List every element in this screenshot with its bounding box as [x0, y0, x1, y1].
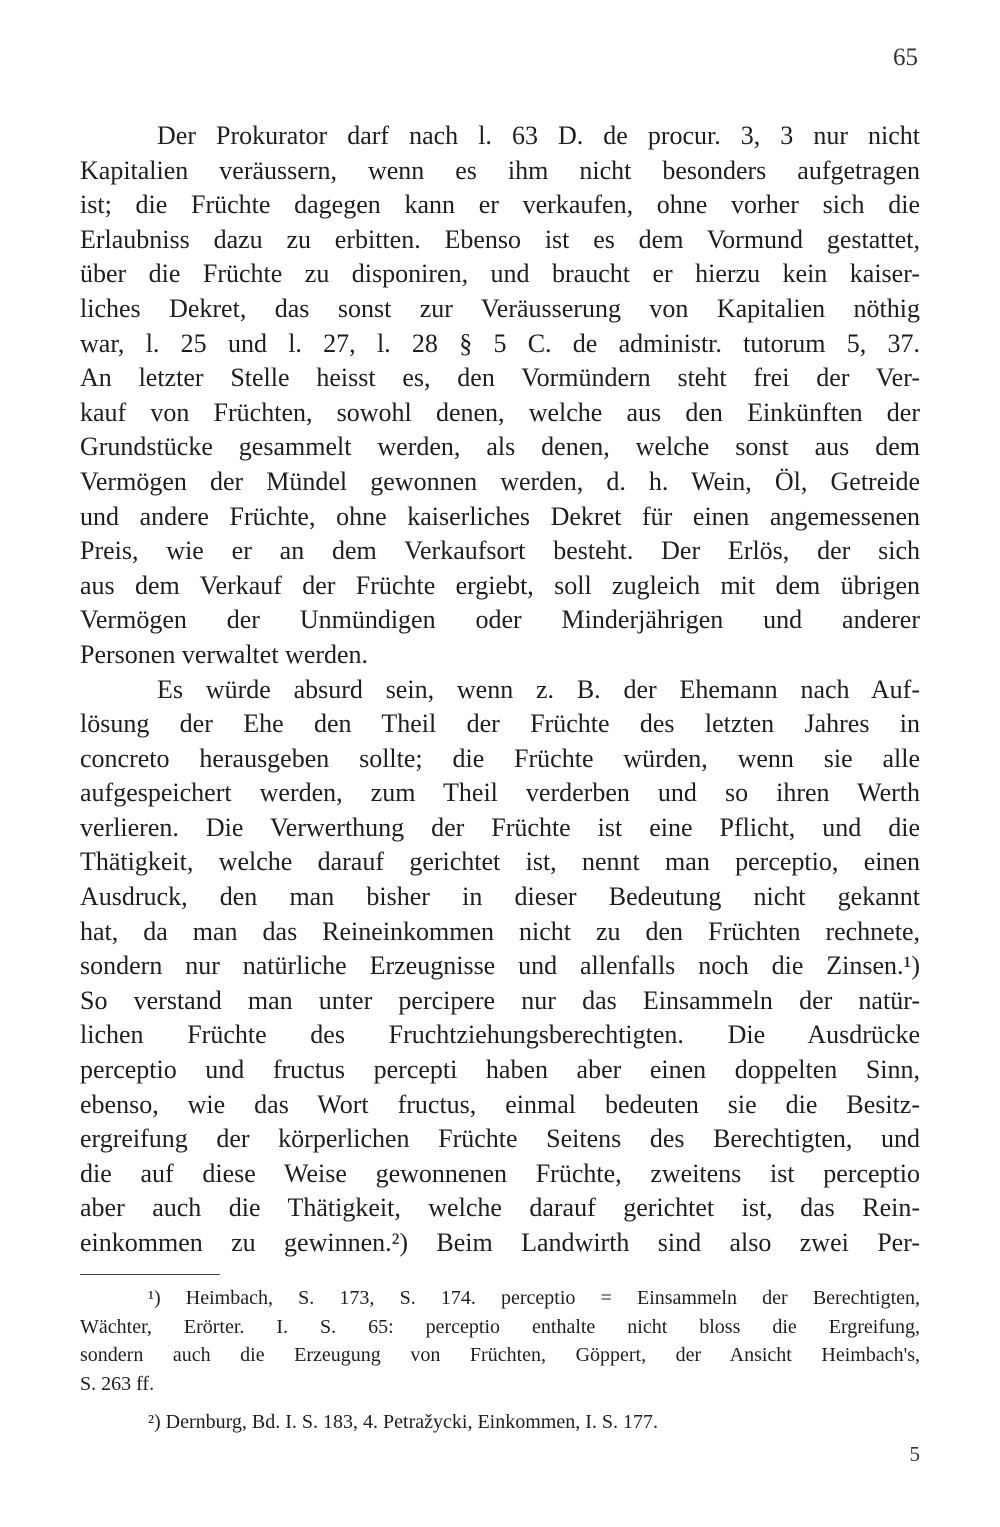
paragraph-2-line-7: Ausdruck, den man bisher in dieser Bedeutung nicht gekannt — [80, 882, 920, 912]
paragraph-1-line-4: Erlaubniss dazu zu erbitten. Ebenso ist es dem Vormund gestattet, — [80, 224, 920, 254]
paragraph-1-line-7: war, l. 25 und l. 27, l. 28 § 5 C. de administr. tutorum 5, 37. — [80, 328, 920, 358]
paragraph-1-line-16: Personen verwaltet werden. — [80, 639, 369, 669]
paragraph-2-line-1: Es würde absurd sein, wenn z. B. der Ehemann nach Auf- — [157, 674, 920, 704]
paragraph-2-line-10: So verstand man unter percipere nur das Einsammeln der natür- — [80, 985, 920, 1015]
paragraph-2-line-11: lichen Früchte des Fruchtziehungsberechtigten. Die Ausdrücke — [80, 1020, 920, 1050]
page-number: 65 — [893, 44, 918, 71]
paragraph-1-line-1: Der Prokurator darf nach l. 63 D. de procur. 3, 3 nur nicht — [157, 121, 920, 150]
footnote-2-line-1: ²) Dernburg, Bd. I. S. 183, 4. Petražycki, Einkommen, I. S. 177. — [148, 1411, 659, 1433]
paragraph-2-line-9: sondern nur natürliche Erzeugnisse und allenfalls noch die Zinsen.¹) — [80, 951, 920, 981]
paragraph-2-line-13: ebenso, wie das Wort fructus, einmal bedeuten sie die Besitz- — [80, 1089, 920, 1119]
paragraph-1-line-9: kauf von Früchten, sowohl denen, welche aus den Einkünften der — [80, 397, 920, 427]
paragraph-2-line-2: lösung der Ehe den Theil der Früchte des letzten Jahres in — [80, 709, 920, 739]
footnote-1-line-4: S. 263 ff. — [80, 1372, 155, 1395]
paragraph-2-line-4: aufgespeichert werden, zum Theil verderben und so ihren Werth — [80, 778, 920, 808]
paragraph-2-line-8: hat, da man das Reineinkommen nicht zu den Früchten rechnete, — [80, 916, 920, 946]
paragraph-1-line-15: Vermögen der Unmündigen oder Minderjährigen und anderer — [80, 605, 920, 635]
paragraph-2-line-5: verlieren. Die Verwerthung der Früchte ist eine Pflicht, und die — [80, 812, 920, 842]
paragraph-1-line-12: und andere Früchte, ohne kaiserliches Dekret für einen angemessenen — [80, 501, 920, 531]
paragraph-1-line-13: Preis, wie er an dem Verkaufsort besteht. Der Erlös, der sich — [80, 536, 920, 566]
paragraph-1-line-6: liches Dekret, das sonst zur Veräusserung von Kapitalien nöthig — [80, 293, 920, 323]
paragraph-2-line-3: concreto herausgeben sollte; die Früchte würden, wenn sie alle — [80, 743, 920, 773]
paragraph-2-line-14: ergreifung der körperlichen Früchte Seitens des Berechtigten, und — [80, 1124, 920, 1154]
paragraph-1-line-10: Grundstücke gesammelt werden, als denen, welche sonst aus dem — [80, 432, 920, 462]
footnote-1-line-3: sondern auch die Erzeugung von Früchten, Göppert, der Ansicht Heimbach's, — [80, 1344, 920, 1366]
paragraph-2-line-15: die auf diese Weise gewonnenen Früchte, zweitens ist perceptio — [80, 1158, 920, 1188]
paragraph-2-line-16: aber auch die Thätigkeit, welche darauf gerichtet ist, das Rein- — [80, 1193, 920, 1223]
paragraph-1-line-11: Vermögen der Mündel gewonnen werden, d. h. Wein, Öl, Getreide — [80, 466, 920, 496]
paragraph-2-line-17: einkommen zu gewinnen.²) Beim Landwirth sind also zwei Per- — [80, 1228, 920, 1257]
paragraph-2-line-12: perceptio und fructus percepti haben aber einen doppelten Sinn, — [80, 1055, 920, 1085]
main-text — [80, 119, 920, 1261]
paragraph-1-line-14: aus dem Verkauf der Früchte ergiebt, soll zugleich mit dem übrigen — [80, 570, 920, 600]
footnote-1-line-2: Wächter, Erörter. I. S. 65: perceptio enthalte nicht bloss die Ergreifung, — [80, 1315, 920, 1338]
paragraph-1-line-3: ist; die Früchte dagegen kann er verkaufen, ohne vorher sich die — [80, 190, 920, 220]
footnotes — [80, 1284, 920, 1437]
paragraph-1-line-5: über die Früchte zu disponiren, und braucht er hierzu kein kaiser- — [80, 259, 920, 289]
paragraph-1-line-8: An letzter Stelle heisst es, den Vormündern steht frei der Ver- — [80, 363, 920, 393]
paragraph-1-line-2: Kapitalien veräussern, wenn es ihm nicht besonders aufgetragen — [80, 155, 920, 185]
paragraph-2-line-6: Thätigkeit, welche darauf gerichtet ist, nennt man perceptio, einen — [80, 847, 920, 877]
footnote-divider — [80, 1274, 220, 1275]
footnote-1-line-1: ¹) Heimbach, S. 173, S. 174. perceptio = Einsammeln der Berechtigten, — [148, 1287, 920, 1309]
printer-signature: 5 — [909, 1442, 920, 1466]
